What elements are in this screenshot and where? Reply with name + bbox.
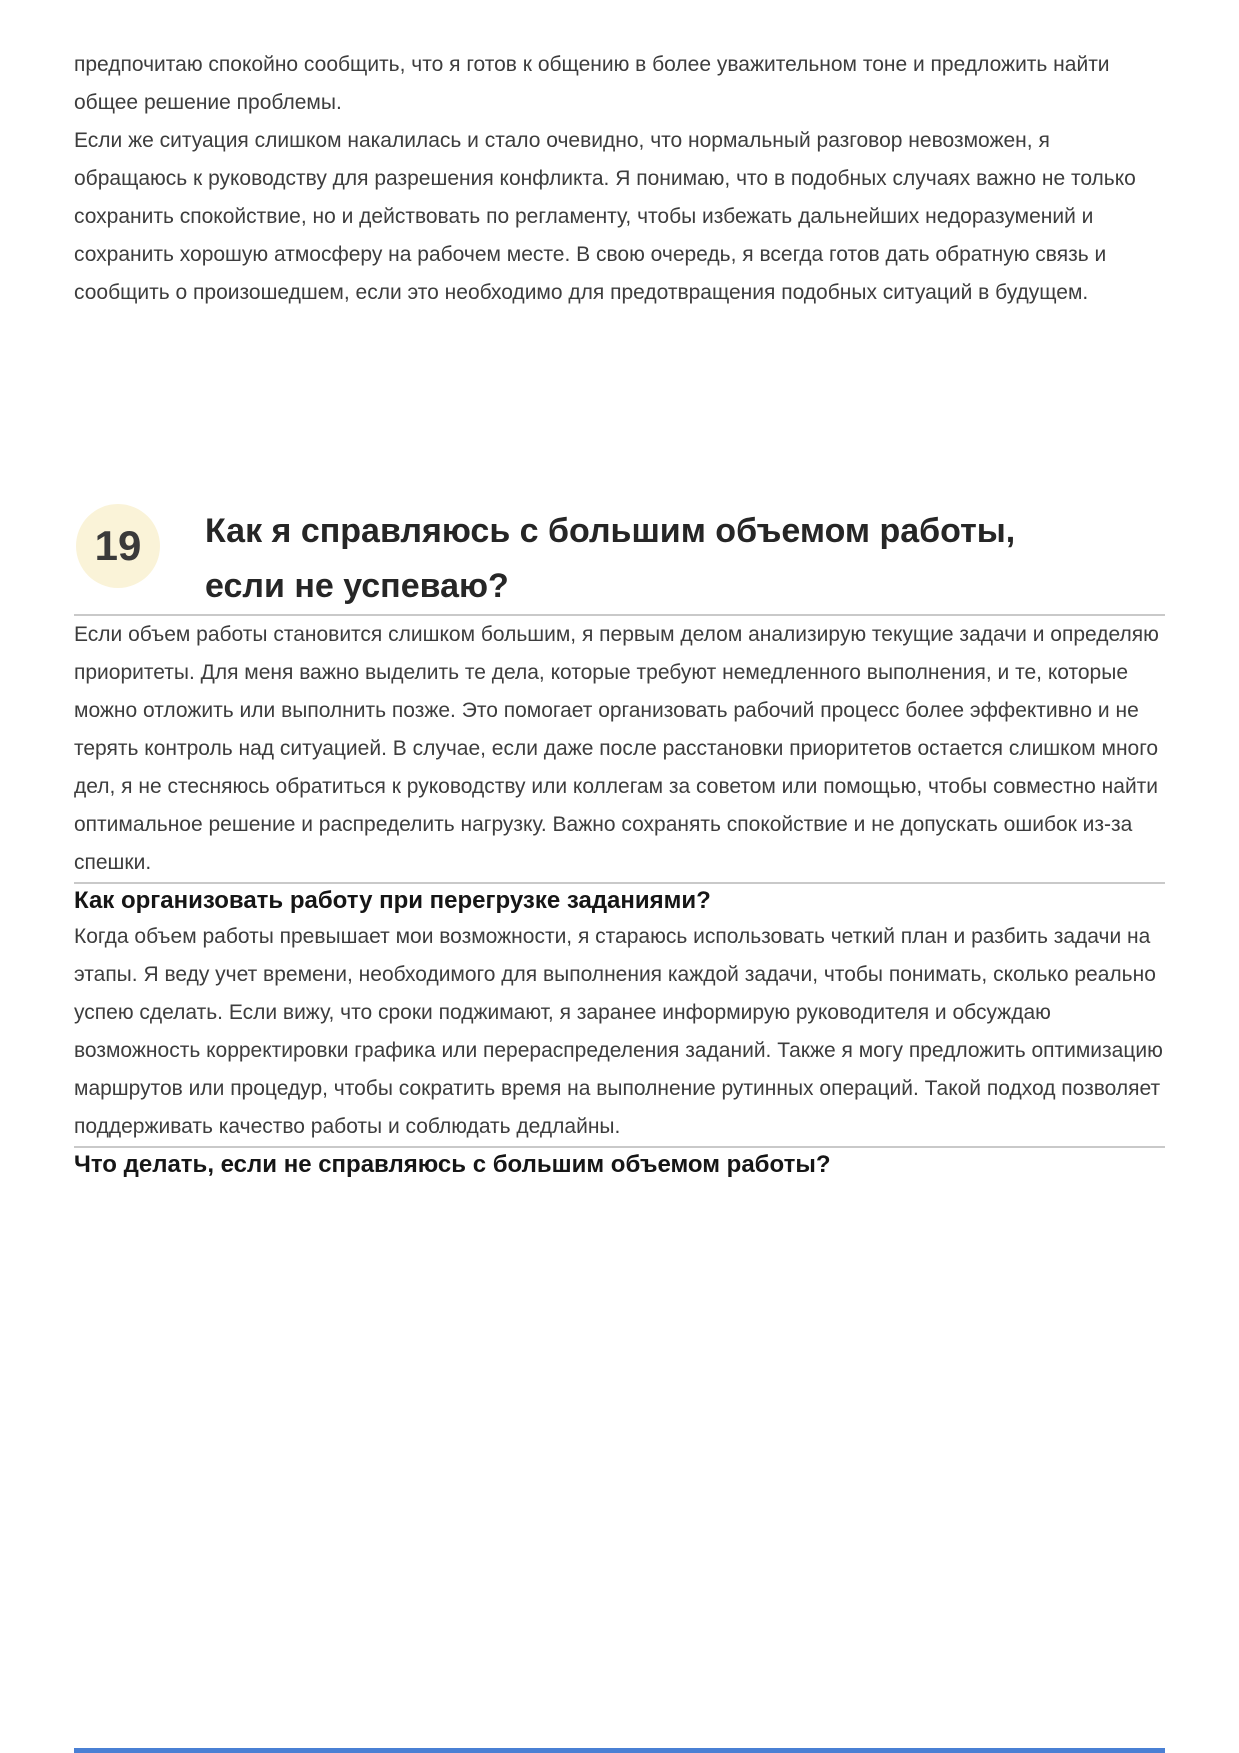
next-block-accent-bar [74,1748,1165,1753]
intro-paragraph-1: предпочитаю спокойно сообщить, что я готов к общению в более уважительном тоне и предложить найти общее решение проблемы. [74,53,1110,114]
subsection-heading-2: Что делать, если не справляюсь с большим объемом работы? [74,1151,831,1178]
question-number-badge: 19 [76,504,160,588]
subsection-heading-1: Как организовать работу при перегрузке заданиями? [74,887,711,914]
subsection-paragraph-1: Когда объем работы превышает мои возможности, я стараюсь использовать четкий план и разбить задачи на этапы. Я веду учет времени, необходимого для выполнения каждой задачи, чтобы понимать, сколько реально успею сделать. Если вижу, что сроки поджимают, я заранее информирую руководителя и обсуждаю возможность корректировки графика или перераспределения заданий. Также я могу предложить оптимизацию маршрутов или процедур, чтобы сократить время на выполнение рутинных операций. Такой подход позволяет поддерживать качество работы и соблюдать дедлайны. [74,925,1163,1138]
question-header [74,504,1165,614]
intro-paragraph-2: Если же ситуация слишком накалилась и стало очевидно, что нормальный разговор невозможен, я обращаюсь к руководству для разрешения конфликта. Я понимаю, что в подобных случаях важно не только сохранить спокойствие, но и действовать по регламенту, чтобы избежать дальнейших недоразумений и сохранить хорошую атмосферу на рабочем месте. В свою очередь, я всегда готов дать обратную связь и сообщить о произошедшем, если это необходимо для предотвращения подобных ситуаций в будущем. [74,129,1136,304]
question-title: Как я справляюсь с большим объемом работы, если не успеваю? [205,512,1016,605]
answer-lead-paragraph: Если объем работы становится слишком большим, я первым делом анализирую текущие задачи и определяю приоритеты. Для меня важно выделить те дела, которые требуют немедленного выполнения, и те, которые можно отложить или выполнить позже. Это помогает организовать рабочий процесс более эффективно и не терять контроль над ситуацией. В случае, если даже после расстановки приоритетов остается слишком много дел, я не стесняюсь обратиться к руководству или коллегам за советом или помощью, чтобы совместно найти оптимальное решение и распределить нагрузку. Важно сохранять спокойствие и не допускать ошибок из-за спешки. [74,623,1159,874]
